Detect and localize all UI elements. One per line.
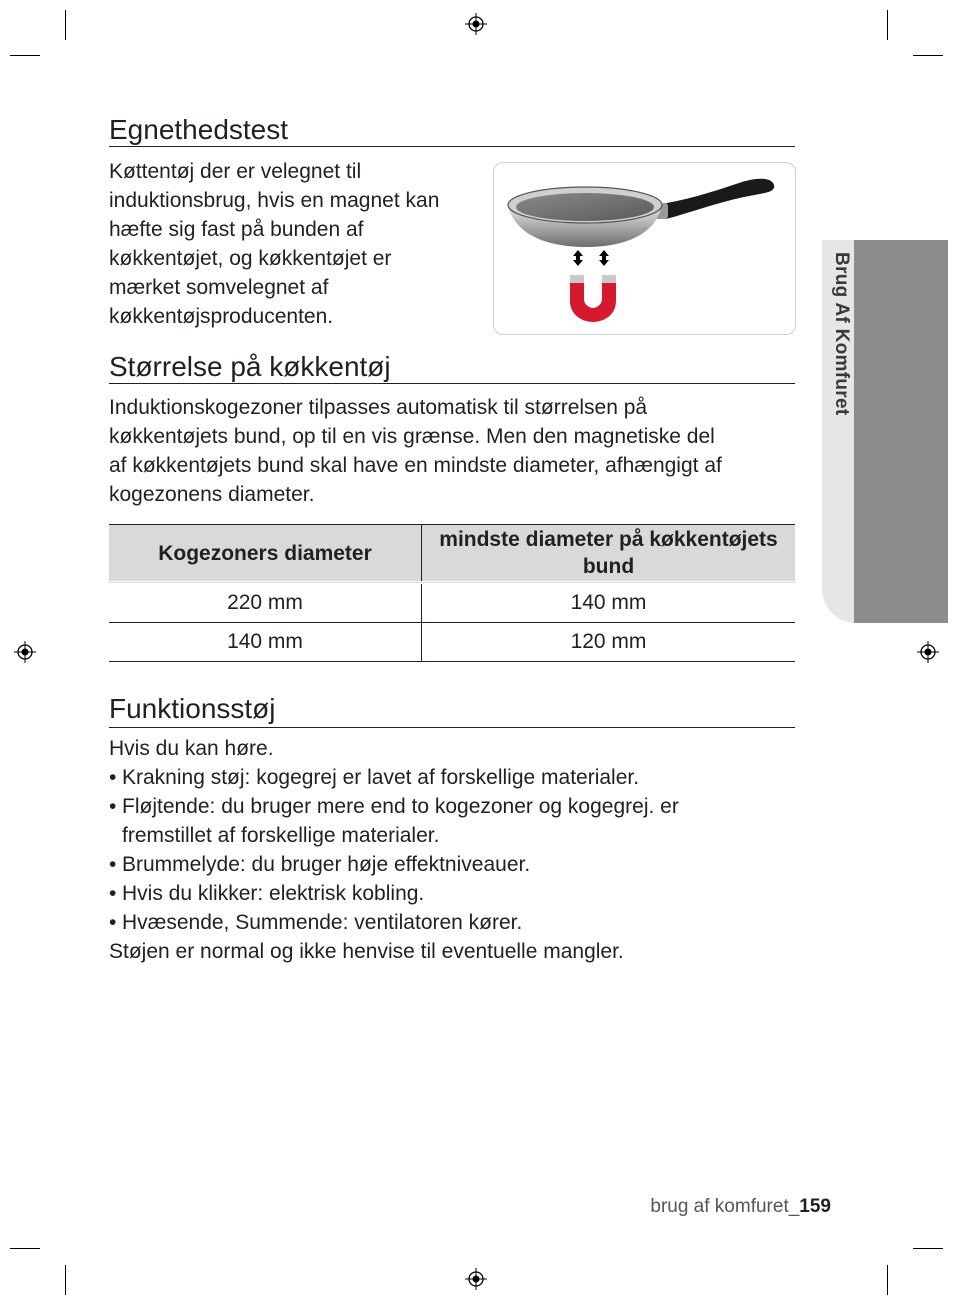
attraction-arrows-icon	[573, 250, 609, 266]
list-intro: Hvis du kan høre.	[109, 737, 274, 760]
list-outro: Støjen er normal og ikke henvise til eventuelle mangler.	[109, 940, 624, 963]
registration-mark-icon	[465, 13, 487, 35]
table-header-row	[109, 525, 795, 583]
registration-mark-icon	[917, 641, 939, 663]
cookware-size-table	[109, 524, 795, 662]
crop-mark	[10, 1248, 40, 1249]
pan-magnet-illustration	[493, 162, 796, 335]
section-rule	[109, 146, 795, 147]
registration-mark-icon	[14, 641, 36, 663]
text-line: køkkentøjets bund, op til en vis grænse. Men den magnetiske del	[109, 425, 715, 448]
bullet-icon: •	[109, 882, 117, 905]
list-item	[109, 792, 679, 821]
table-cell: 120 mm	[422, 623, 796, 662]
crop-mark	[913, 55, 943, 56]
text-line: induktionsbrug, hvis en magnet kan	[109, 189, 440, 212]
list-item	[109, 908, 679, 937]
crop-mark	[65, 1265, 66, 1295]
list-item-text: Hvis du klikker: elektrisk kobling.	[122, 882, 425, 905]
side-tab-band	[854, 240, 948, 623]
size-paragraph	[109, 393, 722, 509]
page-number: 159	[799, 1196, 831, 1217]
text-line: kogezonens diameter.	[109, 483, 315, 506]
section-title-size: Størrelse på køkkentøj	[109, 351, 391, 382]
list-item	[109, 879, 679, 908]
list-item-text: Brummelyde: du bruger høje effektniveauer.	[122, 853, 531, 876]
text-line: køkkentøjet, og køkkentøjet er	[109, 247, 392, 270]
list-item-continuation: fremstillet af forskellige materialer.	[122, 824, 440, 847]
text-line: mærket somvelegnet af	[109, 276, 329, 299]
list-item-text: Krakning støj: kogegrej er lavet af forskellige materialer.	[122, 766, 640, 789]
crop-mark	[887, 1265, 888, 1295]
crop-mark	[887, 10, 888, 40]
text-line: køkkentøjsproducenten.	[109, 305, 334, 328]
text-line: hæfte sig fast på bunden af	[109, 218, 364, 241]
list-item-text: Hvæsende, Summende: ventilatoren kører.	[122, 911, 523, 934]
table-cell: 140 mm	[422, 583, 796, 623]
bullet-icon: •	[109, 795, 117, 818]
bullet-icon: •	[109, 911, 117, 934]
text-line: Induktionskogezoner tilpasses automatisk til størrelsen på	[109, 396, 648, 419]
table-cell: 220 mm	[109, 583, 422, 623]
table-row	[109, 583, 795, 623]
magnet-icon	[570, 275, 616, 322]
crop-mark	[913, 1248, 943, 1249]
bullet-icon: •	[109, 766, 117, 789]
column-header: Kogezoners diameter	[109, 525, 422, 583]
suitability-paragraph	[109, 157, 439, 331]
section-rule	[109, 727, 795, 728]
crop-mark	[10, 55, 40, 56]
footer-label: brug af komfuret_	[650, 1196, 800, 1217]
side-tab-label: Brug Af Komfuret	[831, 252, 852, 416]
registration-mark-icon	[465, 1268, 487, 1290]
bullet-icon: •	[109, 853, 117, 876]
list-item	[109, 763, 679, 792]
section-title-suitability: Egnethedstest	[109, 114, 289, 145]
section-title-noise: Funktionsstøj	[109, 693, 276, 724]
crop-mark	[65, 10, 66, 40]
noise-list	[109, 734, 679, 966]
table-cell: 140 mm	[109, 623, 422, 662]
page-footer	[650, 1196, 831, 1218]
column-header: mindste diameter på køkkentøjets bund	[422, 525, 796, 583]
list-item	[109, 850, 679, 879]
section-rule	[109, 383, 795, 384]
list-item-text: Fløjtende: du bruger mere end to kogezoner og kogegrej. er	[122, 795, 679, 818]
pan-magnet-drawing	[494, 163, 795, 334]
text-line: af køkkentøjets bund skal have en mindste diameter, afhængigt af	[109, 454, 722, 477]
text-line: Køttentøj der er velegnet til	[109, 160, 362, 183]
table-row	[109, 623, 795, 662]
